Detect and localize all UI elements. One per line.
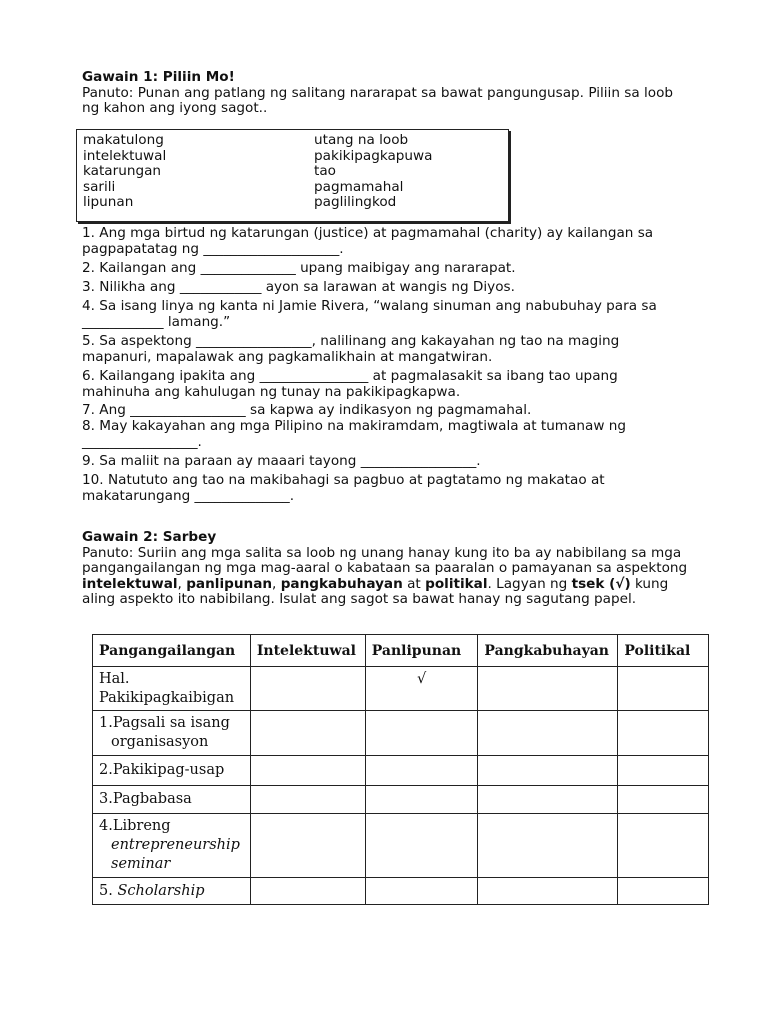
question-line: mahinuha ang kahulugan ng tunay na pakikipagkapwa. (82, 383, 461, 400)
gawain2-instructions (82, 546, 722, 608)
instruction-text: kung (630, 575, 669, 592)
question-line: 2. Kailangan ang ______________ upang maibigay ang nararapat. (82, 260, 516, 276)
table-row (93, 756, 709, 786)
answer-cell[interactable] (478, 878, 618, 905)
answer-cell[interactable] (250, 878, 365, 905)
answer-cell[interactable] (618, 814, 709, 878)
need-cell (93, 814, 251, 878)
question-line: 9. Sa maliit na paraan ay maaari tayong _________________. (82, 453, 481, 469)
gawain1-header (82, 70, 722, 117)
gawain1-title: Gawain 1: Piliin Mo! (82, 69, 235, 85)
answer-cell[interactable] (365, 814, 478, 878)
need-text: organisasyon (111, 734, 209, 750)
answer-cell[interactable] (478, 711, 618, 756)
need-text: Pakikipagkaibigan (99, 689, 235, 706)
instruction-text: , (272, 575, 281, 592)
column-header: Intelektuwal (250, 635, 365, 667)
answer-cell[interactable] (478, 814, 618, 878)
instruction-text: . Lagyan ng (487, 575, 572, 592)
question-1 (82, 226, 702, 257)
answer-cell[interactable] (618, 667, 709, 711)
bold-term: intelektuwal (82, 575, 178, 592)
column-header: Pangkabuhayan (478, 635, 618, 667)
question-2 (82, 261, 702, 277)
need-text: 3.Pagbabasa (99, 791, 192, 807)
question-line: _________________. (82, 433, 202, 450)
question-line: 8. May kakayahan ang mga Pilipino na makiramdam, magtiwala at tumanaw ng (82, 418, 627, 434)
answer-cell[interactable] (365, 711, 478, 756)
gawain2-instructions-line: Panuto: Suriin ang mga salita sa loob ng unang hanay kung ito ba ay nabibilang sa mga (82, 544, 682, 561)
question-line: 3. Nilikha ang ____________ ayon sa larawan at wangis ng Diyos. (82, 279, 515, 295)
question-line: pagpapatatag ng ____________________. (82, 240, 344, 257)
question-7 (82, 403, 702, 419)
word-bank-box (76, 129, 509, 222)
table-row (93, 786, 709, 814)
gawain1-instructions-line: ng kahon ang iyong sagot.. (82, 100, 268, 116)
answer-cell[interactable] (250, 814, 365, 878)
answer-cell[interactable] (618, 711, 709, 756)
answer-cell[interactable] (250, 756, 365, 786)
answer-cell[interactable] (250, 711, 365, 756)
column-header: Panlipunan (365, 635, 478, 667)
question-3 (82, 280, 702, 296)
question-line: ____________ lamang.” (82, 313, 231, 330)
table-row (93, 711, 709, 756)
question-line: 10. Natututo ang tao na makibahagi sa pagbuo at pagtatamo ng makatao at (82, 472, 605, 488)
word-bank-item: tao (314, 163, 336, 179)
gawain2-title: Gawain 2: Sarbey (82, 529, 217, 545)
survey-table (92, 634, 709, 905)
word-bank-item: pakikipagkapuwa (314, 147, 433, 164)
need-cell (93, 878, 251, 905)
question-9 (82, 454, 702, 470)
need-text: seminar (111, 856, 171, 872)
word-bank-item: pagmamahal (314, 178, 404, 195)
bold-term: pangkabuhayan (280, 575, 403, 592)
bold-term: tsek (√) (571, 575, 631, 592)
answer-cell[interactable] (365, 878, 478, 905)
gawain1-instructions-line: Panuto: Punan ang patlang ng salitang nararapat sa bawat pangungusap. Piliin sa loob (82, 84, 674, 101)
word-bank-left-column (83, 133, 166, 211)
need-text: entrepreneurship (111, 837, 240, 853)
need-cell (93, 756, 251, 786)
question-line: 1. Ang mga birtud ng katarungan (justice) at pagmamahal (charity) ay kailangan sa (82, 225, 654, 241)
question-10 (82, 473, 702, 504)
answer-cell[interactable] (365, 786, 478, 814)
need-text: 1.Pagsali sa isang (99, 715, 230, 731)
need-text: Scholarship (117, 882, 205, 899)
question-5 (82, 334, 702, 365)
answer-cell[interactable] (250, 667, 365, 711)
word-bank-item: intelektuwal (83, 147, 167, 164)
answer-cell[interactable] (618, 756, 709, 786)
need-cell (93, 786, 251, 814)
word-bank-item: utang na loob (314, 132, 409, 148)
question-line: 4. Sa isang linya ng kanta ni Jamie Rivera, “walang sinuman ang nabubuhay para sa (82, 298, 657, 314)
question-line: 5. Sa aspektong _________________, nalilinang ang kakayahan ng tao na maging (82, 333, 620, 349)
word-bank-item: lipunan (83, 194, 134, 210)
question-4 (82, 299, 702, 330)
question-8 (82, 419, 702, 450)
need-cell (93, 711, 251, 756)
answer-cell[interactable] (250, 786, 365, 814)
question-line: 7. Ang _________________ sa kapwa ay indikasyon ng pagmamahal. (82, 402, 532, 418)
need-text: 5. (99, 882, 118, 899)
gawain2-instructions-line: pangangailangan ng mga mag-aaral o kabataan sa paaralan o pamayanan sa aspektong (82, 560, 688, 576)
column-header: Politikal (618, 635, 709, 667)
bold-term: politikal (425, 575, 488, 592)
answer-cell[interactable] (618, 786, 709, 814)
question-line: 6. Kailangang ipakita ang ________________ at pagmalasakit sa ibang tao upang (82, 368, 618, 384)
gawain2-instructions-line: aling aspekto ito nabibilang. Isulat ang sagot sa bawat hanay ng sagutang papel. (82, 591, 637, 607)
answer-cell[interactable] (478, 667, 618, 711)
question-line: mapanuri, mapalawak ang pagkamalikhain at mangatwiran. (82, 348, 493, 365)
gawain1-instructions (82, 86, 722, 117)
table-header-row (93, 635, 709, 667)
column-header: Pangangailangan (93, 635, 251, 667)
answer-cell[interactable] (478, 756, 618, 786)
answer-cell[interactable] (618, 878, 709, 905)
instruction-text: , (177, 575, 187, 592)
answer-cell[interactable] (365, 667, 478, 711)
word-bank-item: katarungan (83, 163, 162, 179)
need-cell (93, 667, 251, 711)
gawain2-section (82, 530, 722, 608)
check-mark: √ (416, 671, 427, 687)
question-6 (82, 369, 702, 400)
answer-cell[interactable] (365, 756, 478, 786)
word-bank-item: makatulong (83, 132, 164, 148)
need-text: 2.Pakikipag-usap (99, 762, 225, 778)
question-line: makatarungang ______________. (82, 487, 295, 504)
instruction-text: at (402, 575, 426, 592)
word-bank-right-column (314, 133, 433, 211)
word-bank-item: sarili (83, 178, 116, 195)
word-bank-item: paglilingkod (314, 194, 397, 210)
table-row (93, 814, 709, 878)
bold-term: panlipunan (186, 575, 273, 592)
table-row (93, 667, 709, 711)
need-text: Hal. (99, 670, 130, 687)
table-row (93, 878, 709, 905)
need-text: 4.Libreng (99, 818, 171, 834)
gawain2-instructions-line (82, 577, 722, 593)
answer-cell[interactable] (478, 786, 618, 814)
